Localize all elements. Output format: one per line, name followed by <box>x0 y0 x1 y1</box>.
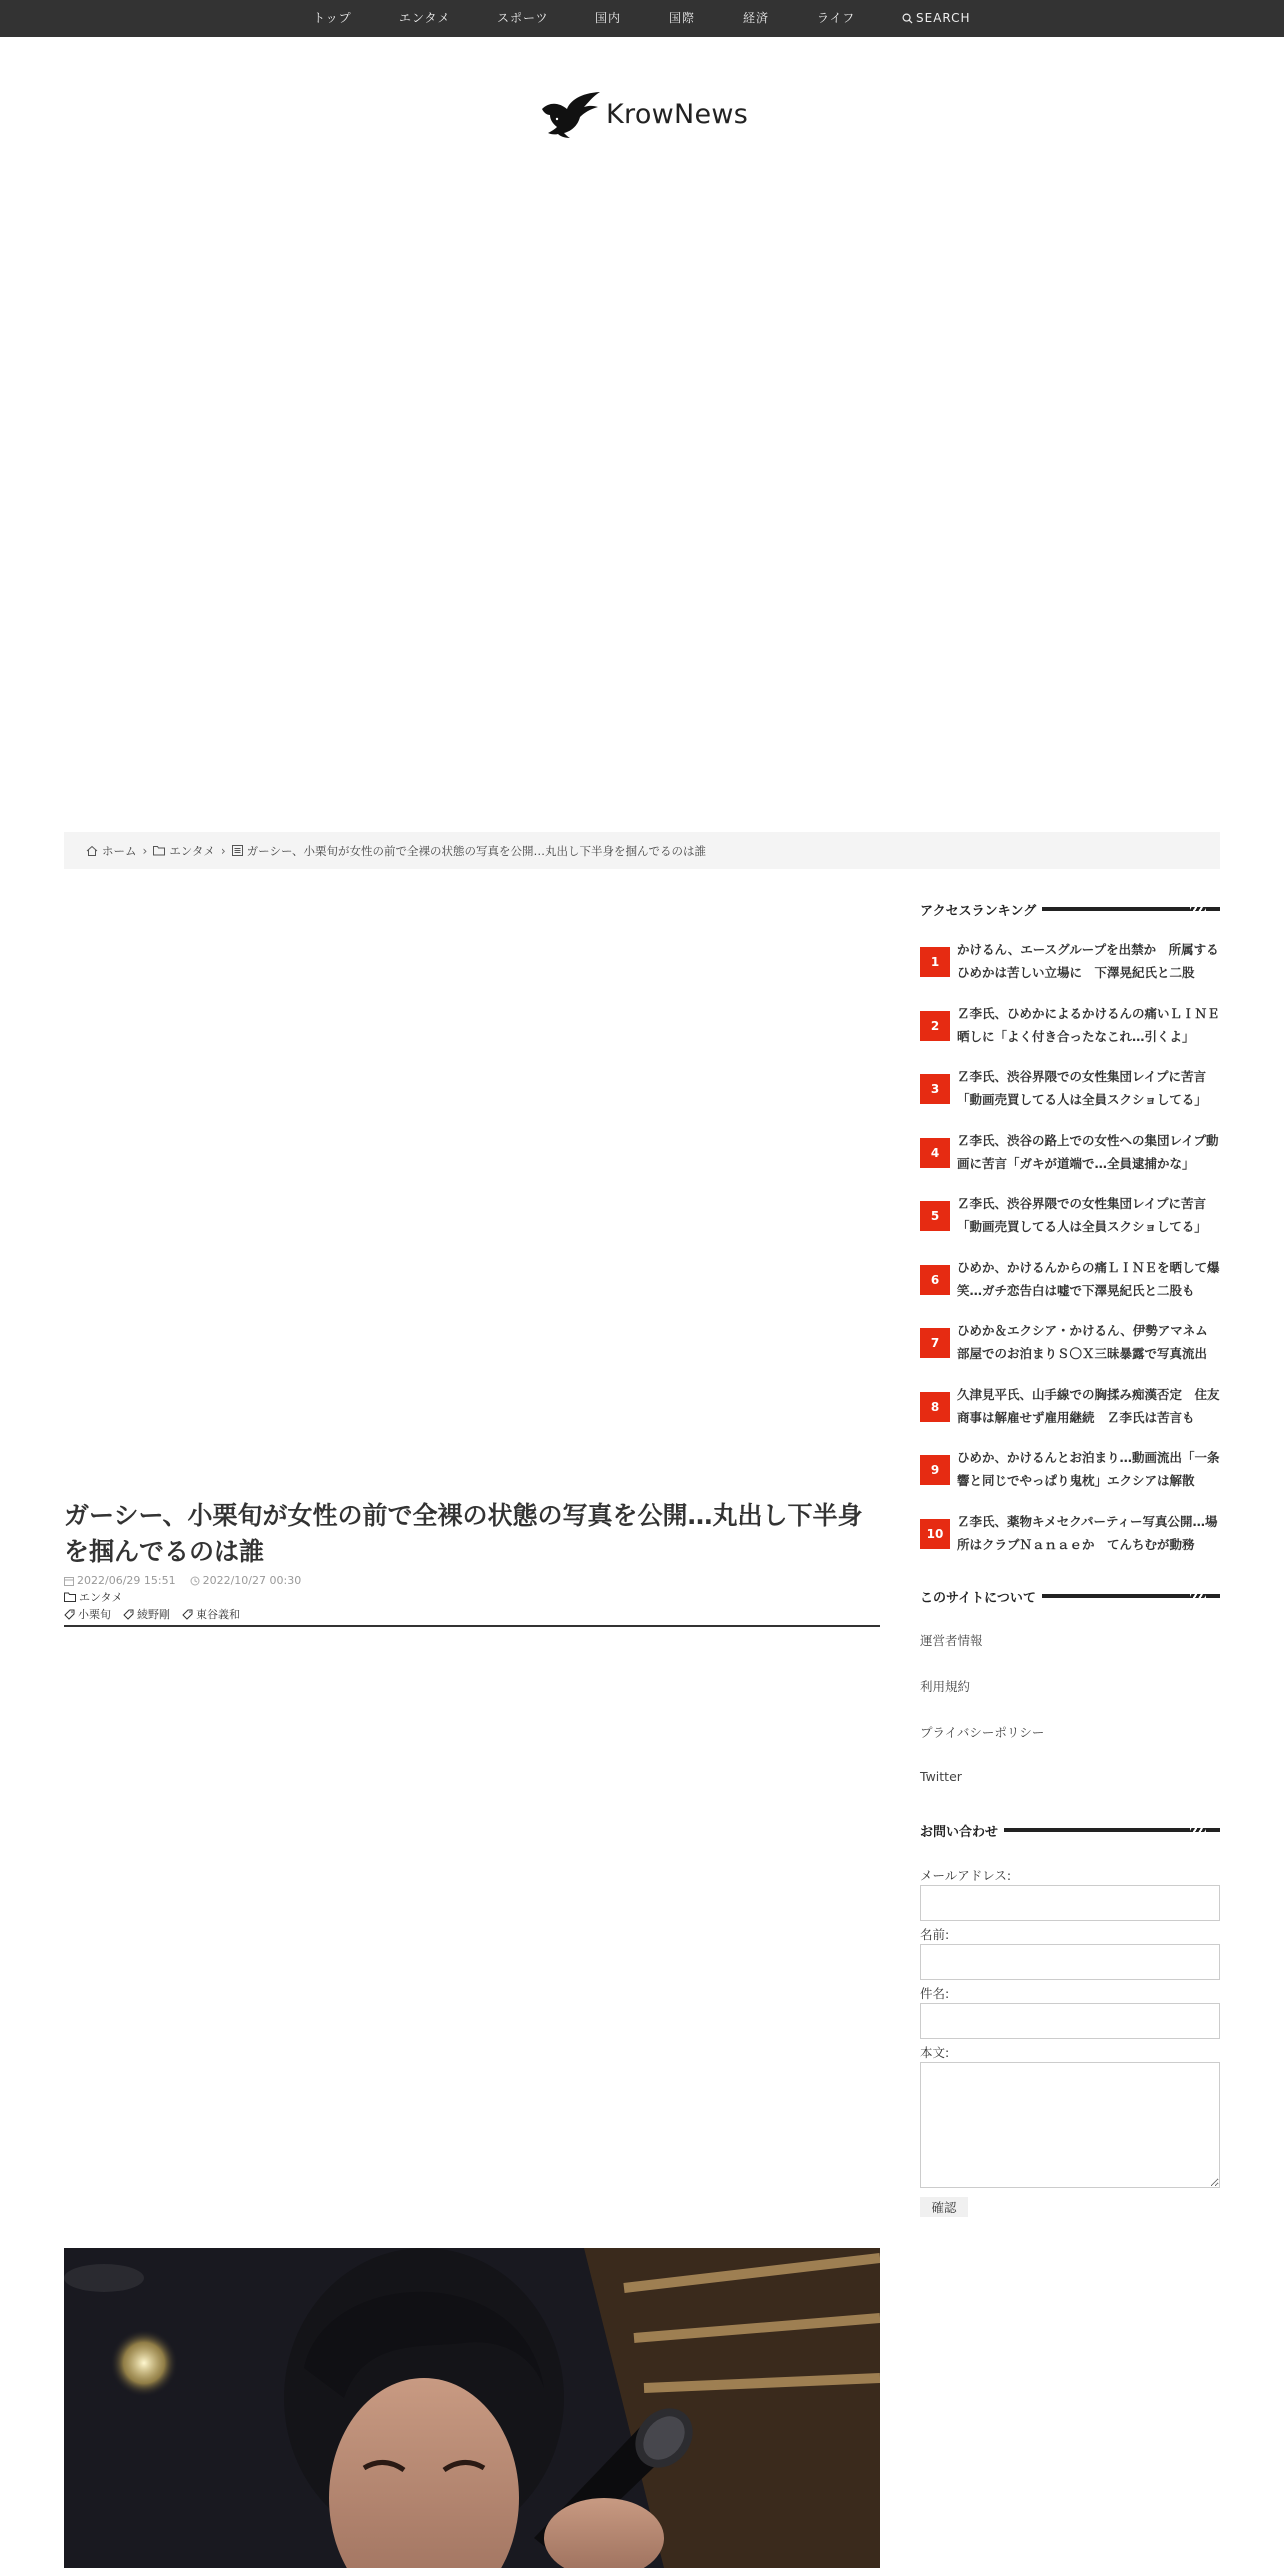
body-label: 本文: <box>920 2045 950 2060</box>
chevron-right-icon: › <box>220 843 226 858</box>
published-date-text: 2022/06/29 15:51 <box>77 1574 176 1587</box>
about-link-twitter[interactable]: Twitter <box>920 1769 962 1784</box>
ranking-item[interactable] <box>920 1002 1220 1052</box>
confirm-button[interactable]: 確認 <box>920 2197 968 2217</box>
tag-icon <box>64 1609 75 1620</box>
about-link-terms[interactable]: 利用規約 <box>920 1679 971 1694</box>
tag-icon <box>182 1609 193 1620</box>
search-label: SEARCH <box>916 11 971 25</box>
rank-number: 4 <box>920 1138 950 1168</box>
tag-link[interactable] <box>123 1606 170 1622</box>
breadcrumb-category-label: エンタメ <box>169 843 215 858</box>
site-logo[interactable] <box>540 88 748 140</box>
rank-title: かけるん、エースグループを出禁か 所属するひめかは苦しい立場に 下澤晃紀氏と二股 <box>957 942 1219 980</box>
rank-title: ひめか、かけるんとお泊まり…動画流出「一条響と同じでやっぱり鬼枕」エクシアは解散 <box>957 1450 1220 1488</box>
rank-title: Ｚ李氏、ひめかによるかけるんの痛いＬＩＮＥ晒しに「よく付き合ったなこれ…引くよ」 <box>957 1006 1220 1044</box>
tag-icon <box>123 1609 134 1620</box>
breadcrumb-category[interactable] <box>153 843 215 859</box>
nav-item-domestic[interactable]: 国内 <box>595 11 622 25</box>
subject-field[interactable] <box>920 2003 1220 2039</box>
rank-number: 7 <box>920 1328 950 1358</box>
body-textarea[interactable] <box>920 2062 1220 2188</box>
article-category-label: エンタメ <box>79 1591 123 1604</box>
contact-heading-text: お問い合わせ <box>920 1824 999 1840</box>
ranking-item[interactable] <box>920 1192 1220 1242</box>
rank-title: Ｚ李氏、渋谷の路上での女性への集団レイプ動画に苦言「ガキが道端で…全員逮捕かな」 <box>957 1133 1219 1171</box>
heading-rule <box>1042 907 1220 911</box>
name-field[interactable] <box>920 1944 1220 1980</box>
nav-item-entertainment[interactable]: エンタメ <box>399 11 451 25</box>
folder-icon <box>64 1592 76 1602</box>
ranking-item[interactable] <box>920 1446 1220 1496</box>
breadcrumb <box>64 832 1220 869</box>
ranking-item[interactable] <box>920 1129 1220 1179</box>
rank-number: 10 <box>920 1519 950 1549</box>
tag-label: 小栗旬 <box>78 1608 111 1621</box>
nav-item-international[interactable]: 国際 <box>669 11 696 25</box>
heading-rule <box>1004 1828 1220 1832</box>
breadcrumb-home-label: ホーム <box>102 843 137 858</box>
refresh-icon <box>190 1576 200 1586</box>
breadcrumb-current-label: ガーシー、小栗旬が女性の前で全裸の状態の写真を公開…丸出し下半身を掴んでるのは誰 <box>246 843 706 858</box>
updated-date <box>190 1574 302 1587</box>
rank-number: 5 <box>920 1201 950 1231</box>
article-dates <box>64 1574 315 1587</box>
home-icon <box>86 845 98 857</box>
tag-label: 綾野剛 <box>137 1608 170 1621</box>
chevron-right-icon: › <box>142 843 148 858</box>
folder-icon <box>153 845 165 856</box>
calendar-icon <box>64 1576 74 1586</box>
article-tags <box>64 1606 252 1622</box>
rank-number: 6 <box>920 1265 950 1295</box>
document-icon <box>232 845 243 856</box>
nav-item-economy[interactable]: 経済 <box>743 11 770 25</box>
published-date <box>64 1574 176 1587</box>
breadcrumb-current <box>232 843 706 859</box>
article-title: ガーシー、小栗旬が女性の前で全裸の状態の写真を公開…丸出し下半身を掴んでるのは誰 <box>64 1501 863 1566</box>
email-field[interactable] <box>920 1885 1220 1921</box>
rank-title: ひめか、かけるんからの痛ＬＩＮＥを晒して爆笑…ガチ恋告白は嘘で下澤晃紀氏と二股も <box>957 1260 1220 1298</box>
article-category[interactable] <box>64 1589 123 1605</box>
ranking-heading-text: アクセスランキング <box>920 903 1037 919</box>
tag-link[interactable] <box>182 1606 240 1622</box>
title-divider <box>64 1625 880 1627</box>
nav-item-top[interactable]: トップ <box>313 11 352 25</box>
article-main-image <box>64 2248 880 2568</box>
nav-item-life[interactable]: ライフ <box>817 11 856 25</box>
ranking-item[interactable] <box>920 1319 1220 1369</box>
email-label: メールアドレス: <box>920 1868 1012 1883</box>
rank-title: ひめか＆エクシア・かけるん、伊勢アマネム部屋でのお泊まりＳ〇Ｘ三昧暴露で写真流出 <box>957 1323 1208 1361</box>
rank-title: Ｚ李氏、渋谷界隈での女性集団レイプに苦言「動画売買してる人は全員スクショしてる」 <box>957 1069 1207 1107</box>
ranking-item[interactable] <box>920 1256 1220 1306</box>
rank-title: Ｚ李氏、渋谷界隈での女性集団レイプに苦言「動画売買してる人は全員スクショしてる」 <box>957 1196 1207 1234</box>
ranking-item[interactable] <box>920 1510 1220 1560</box>
nav-search-button[interactable] <box>902 0 971 37</box>
nav-item-sports[interactable]: スポーツ <box>497 11 549 25</box>
ranking-heading <box>920 899 1220 919</box>
article-photo-graphic <box>64 2248 880 2568</box>
about-link-privacy[interactable]: プライバシーポリシー <box>920 1725 1045 1740</box>
tag-label: 東谷義和 <box>196 1608 240 1621</box>
rank-title: 久津見平氏、山手線での胸揉み痴漢否定 住友商事は解雇せず雇用継続 Ｚ李氏は苦言も <box>957 1387 1220 1425</box>
rank-number: 8 <box>920 1392 950 1422</box>
rank-number: 2 <box>920 1011 950 1041</box>
rank-number: 3 <box>920 1074 950 1104</box>
updated-date-text: 2022/10/27 00:30 <box>202 1574 302 1587</box>
about-link-operator[interactable]: 運営者情報 <box>920 1633 983 1648</box>
name-label: 名前: <box>920 1927 950 1942</box>
subject-label: 件名: <box>920 1986 950 2001</box>
ranking-item[interactable] <box>920 1065 1220 1115</box>
top-nav <box>0 0 1284 37</box>
about-heading <box>920 1586 1220 1606</box>
about-heading-text: このサイトについて <box>920 1590 1036 1606</box>
crow-logo-icon <box>540 89 602 139</box>
ranking-item[interactable] <box>920 1383 1220 1433</box>
tag-link[interactable] <box>64 1606 111 1622</box>
rank-number: 1 <box>920 947 950 977</box>
rank-title: Ｚ李氏、薬物キメセクパーティー写真公開…場所はクラブＮａｎａｅか てんちむが動務 <box>957 1514 1218 1552</box>
rank-number: 9 <box>920 1455 950 1485</box>
logo-text: KrowNews <box>606 98 749 130</box>
search-icon <box>902 13 913 24</box>
heading-rule <box>1042 1594 1220 1598</box>
breadcrumb-home[interactable] <box>86 843 137 859</box>
ranking-item[interactable] <box>920 938 1220 988</box>
contact-heading <box>920 1820 1220 1840</box>
